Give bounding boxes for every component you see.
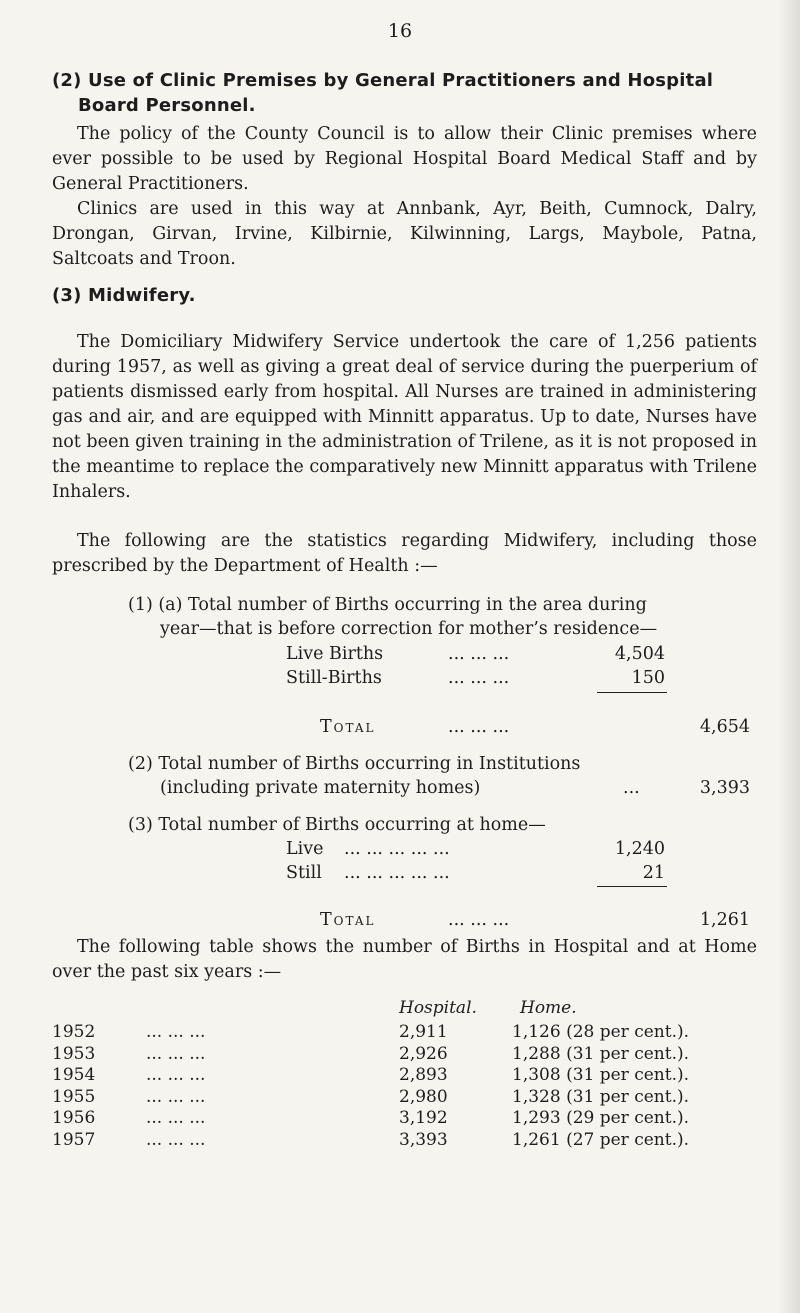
table-year: 1953: [52, 1043, 96, 1064]
table-cell-hospital: 2,980: [399, 1086, 448, 1107]
table-header-home: Home.: [520, 998, 577, 1018]
section-2-title: Use of Clinic Premises by General Practitioners and Hospital Board Personnel.: [78, 70, 714, 116]
table-year: 1952: [52, 1022, 96, 1042]
table-row: [52, 1044, 412, 1066]
stat-2-label-line-1: (2) Total number of Births occurring in Institutions: [128, 754, 581, 774]
stat-1-label-line-1: (1) (a) Total number of Births occurring in the area during: [128, 595, 647, 615]
table-year: 1957: [52, 1129, 96, 1150]
table-dots: ... ... ...: [146, 1129, 206, 1150]
section-3-number: (3): [52, 285, 82, 306]
stat-1-row-live-value: 4,504: [614, 644, 665, 664]
table-cell-home: 1,288 (31 per cent.).: [512, 1043, 690, 1064]
stat-3-total-label: Total: [320, 910, 376, 930]
table-header-hospital: Hospital.: [399, 998, 477, 1018]
table-dots: ... ... ...: [146, 1043, 206, 1064]
table-cell-hospital: 3,192: [399, 1108, 448, 1128]
table-dots: ... ... ...: [146, 1065, 206, 1085]
stat-3-sum-rule: [597, 886, 667, 887]
table-hospital-column: [399, 1022, 469, 1151]
stat-1-total-dots: ... ... ...: [448, 717, 510, 737]
stat-3-row-live-dots: ... ... ... ... ...: [344, 839, 450, 859]
stat-1-row-still-value: 150: [631, 668, 665, 688]
table-row: [52, 1108, 412, 1130]
section-2-paragraph-1: The policy of the County Council is to allow their Clinic premises where ever possible to be used by Regional Hospital Board Medical Staff and by General Practitioners.: [52, 124, 757, 194]
table-cell-hospital: 2,926: [399, 1043, 448, 1064]
stat-3-label-line-1: (3) Total number of Births occurring at home—: [128, 815, 546, 835]
table-dots: ... ... ...: [146, 1086, 206, 1107]
table-cell-hospital: 2,911: [399, 1022, 448, 1042]
stat-1-row-still-dots: ... ... ...: [448, 668, 510, 688]
section-3-paragraph-2: The following are the statistics regarding Midwifery, including those prescribed by the Department of Health :—: [52, 531, 757, 576]
table-home-column: [512, 1022, 762, 1151]
stat-1-total-value: 4,654: [699, 717, 750, 737]
table-year: 1955: [52, 1086, 96, 1107]
section-3-title: Midwifery.: [88, 285, 196, 306]
table-cell-hospital: 3,393: [399, 1129, 448, 1150]
table-row: [52, 1065, 412, 1087]
table-intro: The following table shows the number of Births in Hospital and at Home over the past six years :—: [52, 937, 757, 982]
stat-1-row-live-label: Live Births: [286, 644, 384, 664]
table-cell-home: 1,293 (29 per cent.).: [512, 1108, 690, 1128]
page-edge-shadow: [778, 0, 800, 1313]
stat-3-row-live-label: Live: [286, 839, 324, 859]
table-cell-home: 1,328 (31 per cent.).: [512, 1086, 690, 1107]
table-row: [52, 1087, 412, 1109]
table-cell-hospital: 2,893: [399, 1065, 448, 1085]
stat-1-row-live-dots: ... ... ...: [448, 644, 510, 664]
table-year: 1954: [52, 1065, 96, 1085]
stat-1-total-label: Total: [320, 717, 376, 737]
stat-3-row-still-value: 21: [642, 863, 665, 883]
table-cell-home: 1,308 (31 per cent.).: [512, 1065, 690, 1085]
table-cell-home: 1,261 (27 per cent.).: [512, 1129, 690, 1150]
section-3-paragraph-1: The Domiciliary Midwifery Service undertook the care of 1,256 patients during 1957, as well as giving a great deal of service during the puerperium of patients dismissed early from hospital. All Nurses are trained in administering gas and air, and are equipped with Minnitt apparatus. Up to date, Nurses have not been given training in the administration of Trilene, as it is not proposed in the meantime to replace the comparatively new Minnitt apparatus with Trilene Inhalers.: [52, 332, 757, 502]
stat-3-total-value: 1,261: [699, 910, 750, 930]
stat-3-row-still-label: Still: [286, 863, 322, 883]
stat-3-row-live-value: 1,240: [614, 839, 665, 859]
table-row: [52, 1130, 412, 1152]
stat-3-total-dots: ... ... ...: [448, 910, 510, 930]
table-dots: ... ... ...: [146, 1108, 206, 1128]
stat-3-row-still-dots: ... ... ... ... ...: [344, 863, 450, 883]
table-year: 1956: [52, 1108, 96, 1128]
stat-1-sum-rule: [597, 692, 667, 693]
section-2-heading: [52, 68, 752, 118]
stat-2-value: 3,393: [699, 778, 750, 798]
section-2-paragraph-2: Clinics are used in this way at Annbank, Ayr, Beith, Cumnock, Dalry, Drongan, Girvan, Irvine, Kilbirnie, Kilwinning, Largs, Maybole, Patna, Saltcoats and Troon.: [52, 199, 757, 269]
stat-2-dots: ...: [623, 778, 640, 798]
stat-1-label-line-2: year—that is before correction for mother’s residence—: [160, 619, 658, 639]
page-number: 16: [387, 20, 413, 42]
stat-1-row-still-label: Still-Births: [286, 668, 382, 688]
section-2-number: (2): [52, 70, 82, 91]
section-3-heading: [52, 283, 752, 308]
table-cell-home: 1,126 (28 per cent.).: [512, 1022, 690, 1042]
stat-2-label-line-2: (including private maternity homes): [160, 778, 481, 798]
table-row: [52, 1022, 412, 1044]
table-years: [52, 1022, 412, 1151]
table-dots: ... ... ...: [146, 1022, 206, 1042]
